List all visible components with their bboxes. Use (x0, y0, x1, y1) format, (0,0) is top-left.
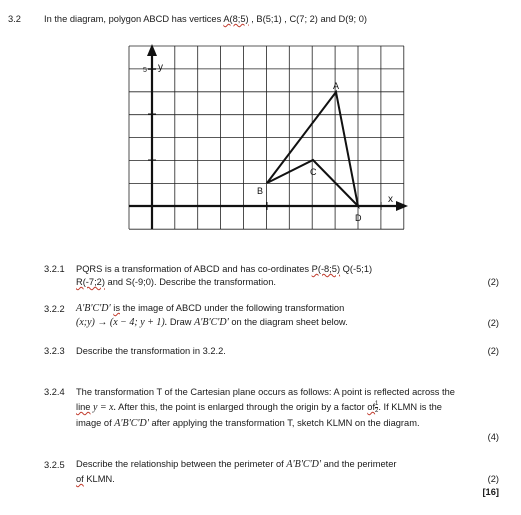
marks-3-2-4: (4) (487, 432, 499, 442)
part-3-2-5-line2 (76, 474, 115, 484)
word-of: of (367, 401, 376, 412)
math-y-equals-x: y = x. (90, 401, 117, 413)
point-r: R(-7;2) (76, 277, 105, 287)
word-line: line (76, 401, 91, 412)
vertex-label-d: D (355, 213, 362, 223)
word-is: is (113, 303, 120, 313)
total-marks: [16] (482, 487, 499, 497)
part-3-2-1-text-2: and S(-9;0). Describe the transformation. (104, 277, 276, 287)
part-3-2-2-draw: Draw (167, 317, 195, 327)
part-3-2-4-line3 (76, 418, 420, 429)
part-number-3-2-1: 3.2.1 (44, 264, 65, 274)
fraction-numerator: 1 (375, 401, 379, 407)
question-number: 3.2 (8, 14, 21, 24)
point-q: Q(-5;1) (340, 264, 373, 274)
part-3-2-5-text-2: and the perimeter (321, 459, 397, 469)
part-3-2-3-text: Describe the transformation in 3.2.2. (76, 346, 226, 356)
part-3-2-4-line2 (76, 401, 442, 414)
part-3-2-2-line1 (76, 303, 344, 314)
math-abcd-prime-2: A'B'C'D' (194, 317, 229, 328)
point-p: P(-8;5) (311, 264, 341, 274)
marks-3-2-1: (2) (487, 277, 499, 287)
part-number-3-2-2: 3.2.2 (44, 304, 65, 314)
intro-vertex-a: A(8;5) (223, 14, 249, 24)
math-abcd-prime-3: A'B'C'D' (114, 418, 149, 429)
fraction-denominator: 2 (375, 408, 379, 414)
vertex-label-c: C (310, 167, 317, 177)
word-of-2: of (76, 474, 84, 484)
part-3-2-5-text: Describe the relationship between the perimeter of (76, 459, 287, 469)
part-3-2-1-line2 (76, 277, 276, 287)
grid (129, 46, 404, 229)
part-3-2-5-line1 (76, 459, 396, 470)
math-abcd-prime-4: A'B'C'D' (286, 459, 322, 470)
part-3-2-1-text: PQRS is a transformation of ABCD and has co-ordinates (76, 264, 312, 274)
part-number-3-2-5: 3.2.5 (44, 460, 65, 470)
part-3-2-4-text-4: after applying the transformation T, sketch KLMN on the diagram. (148, 418, 420, 428)
vertex-label-b: B (257, 186, 264, 196)
x-axis-arrow (396, 201, 408, 211)
part-3-2-4-text: After this, the point is enlarged through the origin by a factor (116, 401, 368, 412)
marks-3-2-3: (2) (487, 346, 499, 356)
part-3-2-1-line1 (76, 264, 372, 274)
marks-3-2-5: (2) (487, 474, 499, 484)
math-mapping: (x;y) → (x − 4; y + 1). (76, 317, 168, 328)
y-axis-label: y (158, 62, 163, 73)
math-abcd-prime: A'B'C'D' (76, 303, 111, 314)
part-3-2-4-line1: The transformation T of the Cartesian plane occurs as follows: A point is reflected across the (76, 387, 455, 397)
vertex-label-a: A (333, 81, 340, 91)
part-number-3-2-3: 3.2.3 (44, 346, 65, 356)
part-number-3-2-4: 3.2.4 (44, 387, 65, 397)
part-3-2-2-text-2: on the diagram sheet below. (228, 317, 348, 327)
y-tick-label-5: 5 (143, 67, 147, 74)
intro-prefix: In the diagram, polygon ABCD has vertices (44, 14, 224, 24)
intro-suffix: , B(5;1) , C(7; 2) and D(9; 0) (248, 14, 367, 24)
part-3-2-2-line2 (76, 317, 348, 328)
x-axis-label: x (388, 194, 393, 205)
part-3-2-2-text: the image of ABCD under the following transformation (119, 303, 345, 313)
part-3-2-4-text-3: image of (76, 418, 115, 428)
marks-3-2-2: (2) (487, 318, 499, 328)
part-3-2-5-text-3: KLMN. (83, 474, 115, 484)
part-3-2-4-text-2: . If KLMN is the (378, 401, 442, 412)
